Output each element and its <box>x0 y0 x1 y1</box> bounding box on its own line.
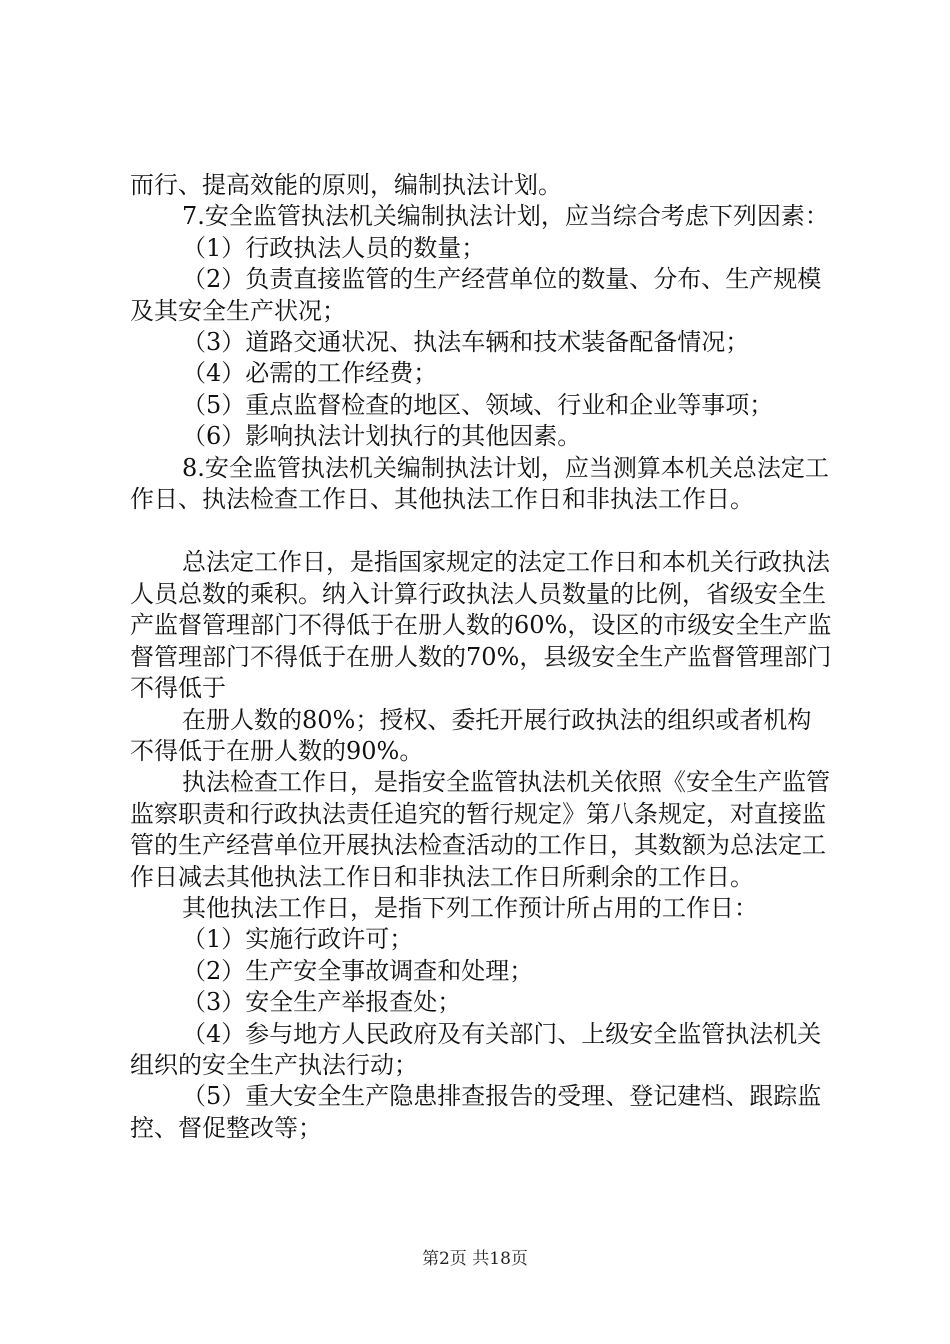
list-item-other-1: （1）实施行政许可； <box>182 925 414 954</box>
paragraph-continuation: 而行、提高效能的原则，编制执法计划。 <box>130 171 562 199</box>
document-body <box>130 170 835 1144</box>
paragraph-total-workdays: 总法定工作日，是指国家规定的法定工作日和本机关行政执法人员总数的乘积。纳入计算行政执法人员数量的比例，省级安全生产监督管理部门不得低于在册人数的60%，设区的市级安全生产监督管理部门不得低于在册人数的70%，县级安全生产监督管理部门不得低于 <box>130 548 832 703</box>
paragraph-item-7: 7.安全监管执法机关编制执法计划，应当综合考虑下列因素： <box>182 202 829 231</box>
list-item-factor-1: （1）行政执法人员的数量； <box>182 233 486 262</box>
paragraph-other-workdays: 其他执法工作日，是指下列工作预计所占用的工作日： <box>182 893 758 922</box>
paragraph-item-8: 8.安全监管执法机关编制执法计划，应当测算本机关总法定工作日、执法检查工作日、其他执法工作日和非执法工作日。 <box>130 453 829 514</box>
list-item-other-4: （4）参与地方人民政府及有关部门、上级安全监管执法机关组织的安全生产执法行动； <box>130 1019 822 1079</box>
list-item-factor-2: （2）负责直接监管的生产经营单位的数量、分布、生产规模及其安全生产状况； <box>130 265 822 325</box>
page-footer: 第2页 共18页 <box>422 1249 528 1269</box>
list-item-factor-5: （5）重点监督检查的地区、领域、行业和企业等事项； <box>182 390 774 419</box>
list-item-factor-3: （3）道路交通状况、执法车辆和技术装备配备情况； <box>182 328 750 357</box>
paragraph-inspection-workdays: 执法检查工作日，是指安全监管执法机关依照《安全生产监管监察职责和行政执法责任追究的暂行规定》第八条规定，对直接监管的生产经营单位开展执法检查活动的工作日，其数额为总法定工作日减去其他执法工作日和非执法工作日所剩余的工作日。 <box>130 768 830 891</box>
list-item-other-3: （3）安全生产举报查处； <box>182 988 462 1017</box>
list-item-factor-6: （6）影响执法计划执行的其他因素。 <box>182 422 582 451</box>
list-item-factor-4: （4）必需的工作经费； <box>182 359 438 388</box>
list-item-other-2: （2）生产安全事故调查和处理； <box>182 956 534 985</box>
list-item-other-5: （5）重大安全生产隐患排查报告的受理、登记建档、跟踪监控、督促整改等； <box>130 1082 822 1142</box>
paragraph-gap <box>130 515 835 547</box>
paragraph-total-workdays-cont: 在册人数的80%；授权、委托开展行政执法的组织或者机构不得低于在册人数的90%。 <box>130 705 812 765</box>
